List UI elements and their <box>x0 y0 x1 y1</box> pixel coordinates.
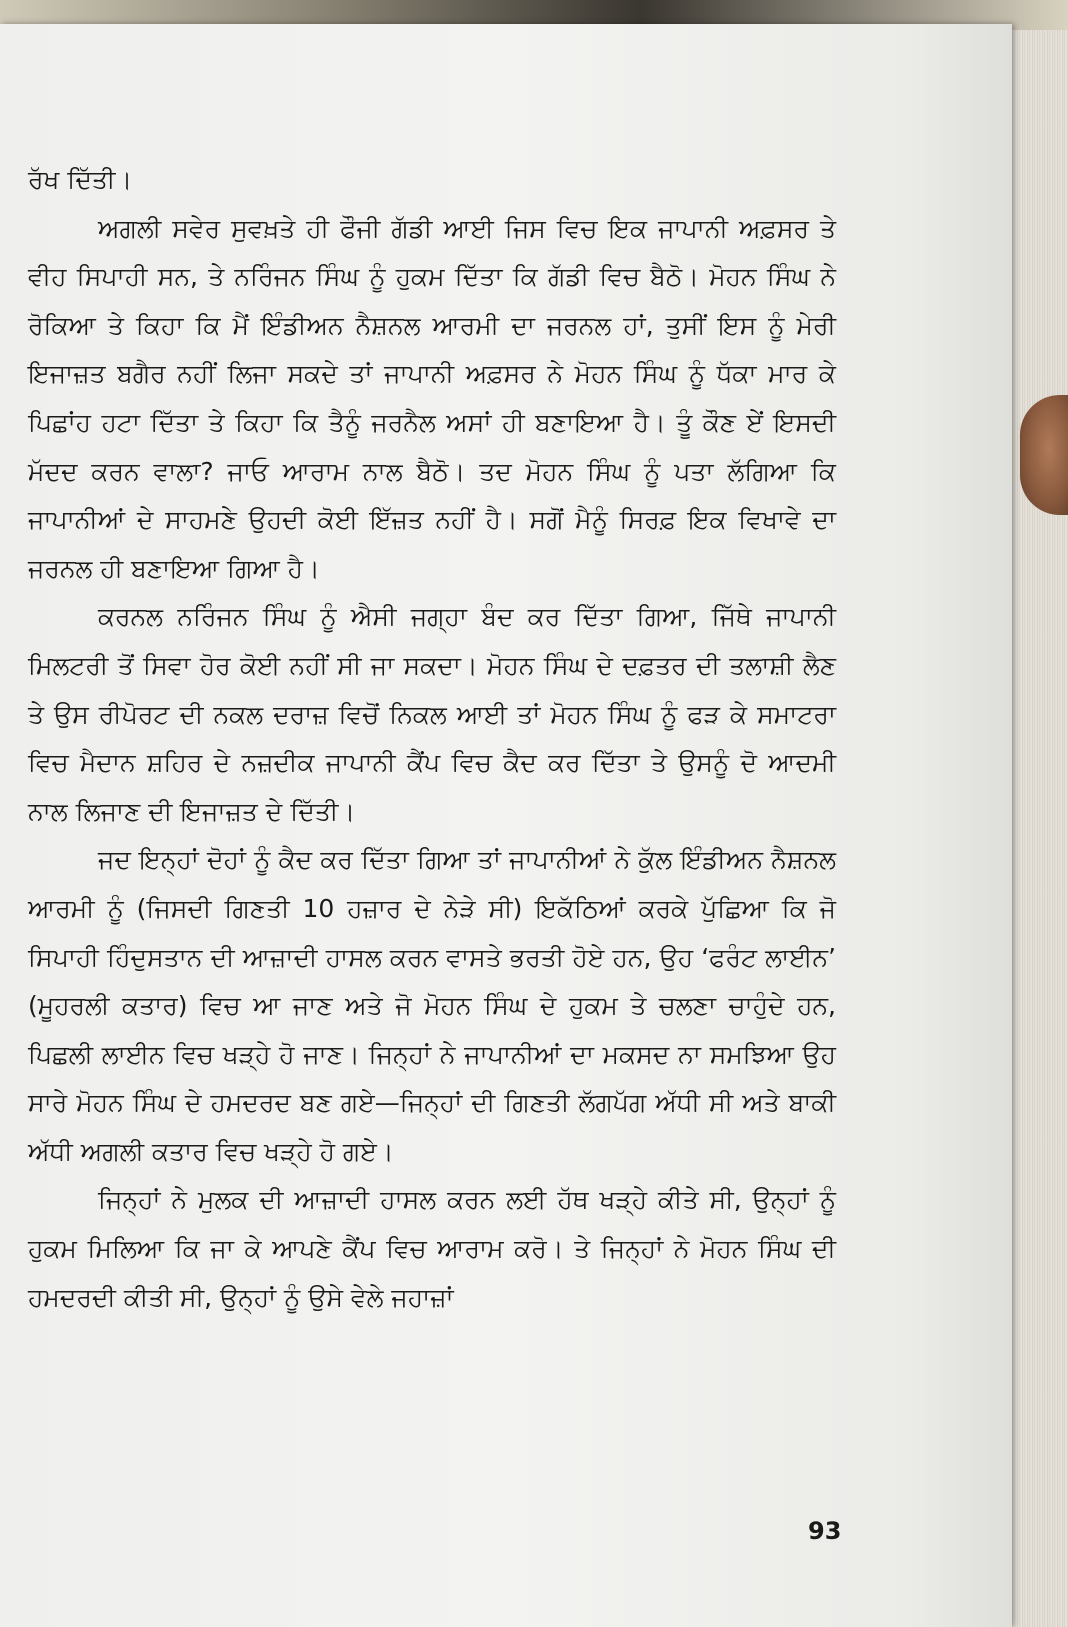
paragraph-3: ਕਰਨਲ ਨਰਿੰਜਨ ਸਿੰਘ ਨੂੰ ਐਸੀ ਜਗ੍ਹਾ ਬੰਦ ਕਰ ਦਿੱਤਾ ਗਿਆ, ਜਿੱਥੇ ਜਾਪਾਨੀ ਮਿਲਟਰੀ ਤੋਂ ਸਿਵਾ ਹੋਰ ਕੋਈ ਨਹੀਂ ਸੀ ਜਾ ਸਕਦਾ। ਮੋਹਨ ਸਿੰਘ ਦੇ ਦਫ਼ਤਰ ਦੀ ਤਲਾਸ਼ੀ ਲੈਣ ਤੇ ਉਸ ਰੀਪੋਰਟ ਦੀ ਨਕਲ ਦਰਾਜ਼ ਵਿਚੋਂ ਨਿਕਲ ਆਈ ਤਾਂ ਮੋਹਨ ਸਿੰਘ ਨੂੰ ਫੜ ਕੇ ਸਮਾਟਰਾ ਵਿਚ ਮੈਦਾਨ ਸ਼ਹਿਰ ਦੇ ਨਜ਼ਦੀਕ ਜਾਪਾਨੀ ਕੈਂਪ ਵਿਚ ਕੈਦ ਕਰ ਦਿੱਤਾ ਤੇ ਉਸਨੂੰ ਦੋ ਆਦਮੀ ਨਾਲ ਲਿਜਾਣ ਦੀ ਇਜਾਜ਼ਤ ਦੇ ਦਿੱਤੀ। <box>28 602 836 826</box>
paragraph-5: ਜਿਨ੍ਹਾਂ ਨੇ ਮੁਲਕ ਦੀ ਆਜ਼ਾਦੀ ਹਾਸਲ ਕਰਨ ਲਈ ਹੱਥ ਖੜ੍ਹੇ ਕੀਤੇ ਸੀ, ਉਨ੍ਹਾਂ ਨੂੰ ਹੁਕਮ ਮਿਲਿਆ ਕਿ ਜਾ ਕੇ ਆਪਣੇ ਕੈਂਪ ਵਿਚ ਆਰਾਮ ਕਰੋ। ਤੇ ਜਿਨ੍ਹਾਂ ਨੇ ਮੋਹਨ ਸਿੰਘ ਦੀ ਹਮਦਰਦੀ ਕੀਤੀ ਸੀ, ਉਨ੍ਹਾਂ ਨੂੰ ਉਸੇ ਵੇਲੇ ਜਹਾਜ਼ਾਂ <box>28 1185 836 1312</box>
paragraph-4: ਜਦ ਇਨ੍ਹਾਂ ਦੋਹਾਂ ਨੂੰ ਕੈਦ ਕਰ ਦਿੱਤਾ ਗਿਆ ਤਾਂ ਜਾਪਾਨੀਆਂ ਨੇ ਕੁੱਲ ਇੰਡੀਅਨ ਨੈਸ਼ਨਲ ਆਰਮੀ ਨੂੰ (ਜਿਸਦੀ ਗਿਣਤੀ 10 ਹਜ਼ਾਰ ਦੇ ਨੇੜੇ ਸੀ) ਇਕੱਠਿਆਂ ਕਰਕੇ ਪੁੱਛਿਆ ਕਿ ਜੋ ਸਿਪਾਹੀ ਹਿੰਦੁਸਤਾਨ ਦੀ ਆਜ਼ਾਦੀ ਹਾਸਲ ਕਰਨ ਵਾਸਤੇ ਭਰਤੀ ਹੋਏ ਹਨ, ਉਹ ‘ਫਰੰਟ ਲਾਈਨ’ (ਮੂਹਰਲੀ ਕਤਾਰ) ਵਿਚ ਆ ਜਾਣ ਅਤੇ ਜੋ ਮੋਹਨ ਸਿੰਘ ਦੇ ਹੁਕਮ ਤੇ ਚਲਣਾ ਚਾਹੁੰਦੇ ਹਨ, ਪਿਛਲੀ ਲਾਈਨ ਵਿਚ ਖੜ੍ਹੇ ਹੋ ਜਾਣ। ਜਿਨ੍ਹਾਂ ਨੇ ਜਾਪਾਨੀਆਂ ਦਾ ਮਕਸਦ ਨਾ ਸਮਝਿਆ ਉਹ ਸਾਰੇ ਮੋਹਨ ਸਿੰਘ ਦੇ ਹਮਦਰਦ ਬਣ ਗਏ—ਜਿਨ੍ਹਾਂ ਦੀ ਗਿਣਤੀ ਲੱਗਪੱਗ ਅੱਧੀ ਸੀ ਅਤੇ ਬਾਕੀ ਅੱਧੀ ਅਗਲੀ ਕਤਾਰ ਵਿਚ ਖੜ੍ਹੇ ਹੋ ਗਏ। <box>28 845 836 1166</box>
paragraph-2: ਅਗਲੀ ਸਵੇਰ ਸੁਵਖ਼ਤੇ ਹੀ ਫੌਜੀ ਗੱਡੀ ਆਈ ਜਿਸ ਵਿਚ ਇਕ ਜਾਪਾਨੀ ਅਫ਼ਸਰ ਤੇ ਵੀਹ ਸਿਪਾਹੀ ਸਨ, ਤੇ ਨਰਿੰਜਨ ਸਿੰਘ ਨੂੰ ਹੁਕਮ ਦਿੱਤਾ ਕਿ ਗੱਡੀ ਵਿਚ ਬੈਠੋ। ਮੋਹਨ ਸਿੰਘ ਨੇ ਰੋਕਿਆ ਤੇ ਕਿਹਾ ਕਿ ਮੈਂ ਇੰਡੀਅਨ ਨੈਸ਼ਨਲ ਆਰਮੀ ਦਾ ਜਰਨਲ ਹਾਂ, ਤੁਸੀਂ ਇਸ ਨੂੰ ਮੇਰੀ ਇਜਾਜ਼ਤ ਬਗੈਰ ਨਹੀਂ ਲਿਜਾ ਸਕਦੇ ਤਾਂ ਜਾਪਾਨੀ ਅਫ਼ਸਰ ਨੇ ਮੋਹਨ ਸਿੰਘ ਨੂੰ ਧੱਕਾ ਮਾਰ ਕੇ ਪਿਛਾਂਹ ਹਟਾ ਦਿੱਤਾ ਤੇ ਕਿਹਾ ਕਿ ਤੈਨੂੰ ਜਰਨੈਲ ਅਸਾਂ ਹੀ ਬਣਾਇਆ ਹੈ। ਤੂੰ ਕੌਣ ਏਂ ਇਸਦੀ ਮੱਦਦ ਕਰਨ ਵਾਲਾ? ਜਾਓ ਆਰਾਮ ਨਾਲ ਬੈਠੋ। ਤਦ ਮੋਹਨ ਸਿੰਘ ਨੂੰ ਪਤਾ ਲੱਗਿਆ ਕਿ ਜਾਪਾਨੀਆਂ ਦੇ ਸਾਹਮਣੇ ਉਹਦੀ ਕੋਈ ਇੱਜ਼ਤ ਨਹੀਂ ਹੈ। ਸਗੋਂ ਮੈਨੂੰ ਸਿਰਫ਼ ਇਕ ਵਿਖਾਵੇ ਦਾ ਜਰਨਲ ਹੀ ਬਣਾਇਆ ਗਿਆ ਹੈ। <box>28 213 836 583</box>
paragraph-1: ਰੱਖ ਦਿੱਤੀ। <box>28 165 133 194</box>
thumb <box>1020 395 1068 515</box>
book-page <box>0 24 1012 1627</box>
page-number: 93 <box>808 1517 842 1545</box>
body-text <box>28 156 836 1322</box>
